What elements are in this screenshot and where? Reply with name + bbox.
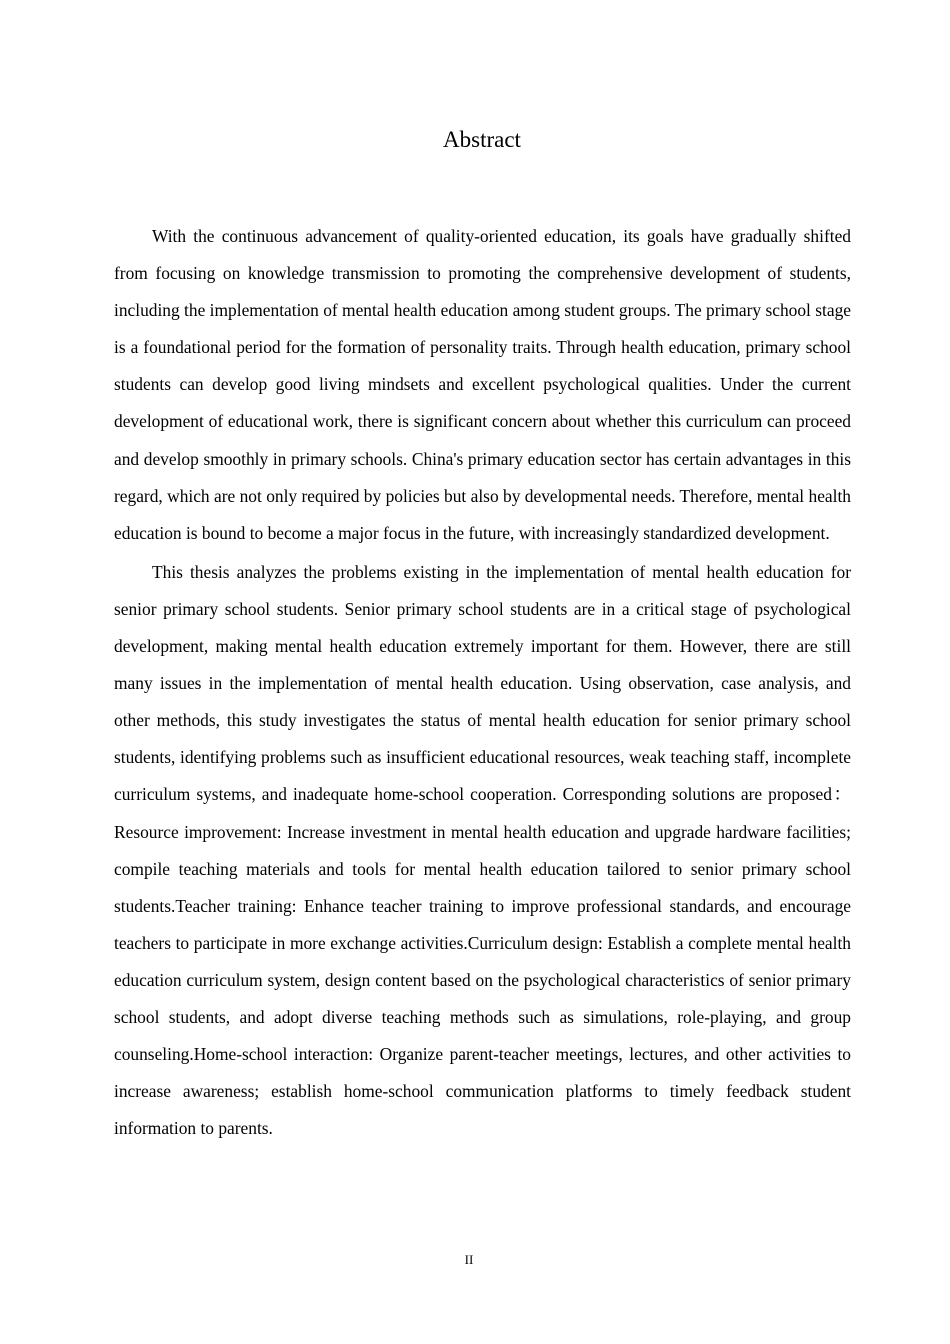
abstract-body [114,218,851,1149]
page-number: II [464,1252,474,1267]
abstract-paragraph-2: This thesis analyzes the problems existing in the implementation of mental health education for senior primary school students. Senior primary school students are in a critical stage of psychological development, making mental health education extremely important for them. However, there are still many issues in the implementation of mental health education. Using observation, case analysis, and other methods, this study investigates the status of mental health education for senior primary school students, identifying problems such as insufficient educational resources, weak teaching staff, incomplete curriculum systems, and inadequate home-school cooperation. Corresponding solutions are proposed：Resource improvement: Increase investment in mental health education and upgrade hardware facilities; compile teaching materials and tools for mental health education tailored to senior primary school students.Teacher training: Enhance teacher training to improve professional standards, and encourage teachers to participate in more exchange activities.Curriculum design: Establish a complete mental health education curriculum system, design content based on the psychological characteristics of senior primary school students, and adopt diverse teaching methods such as simulations, role-playing, and group counseling.Home-school interaction: Organize parent-teacher meetings, lectures, and other activities to increase awareness; establish home-school communication platforms to timely feedback student information to parents. [114,561,851,1139]
abstract-title: Abstract [443,127,521,152]
abstract-paragraph-1: With the continuous advancement of quality-oriented education, its goals have gradually shifted from focusing on knowledge transmission to promoting the comprehensive development of students, including the implementation of mental health education among student groups. The primary school stage is a foundational period for the formation of personality traits. Through health education, primary school students can develop good living mindsets and excellent psychological qualities. Under the current development of educational work, there is significant concern about whether this curriculum can proceed and develop smoothly in primary schools. China's primary education sector has certain advantages in this regard, which are not only required by policies but also by developmental needs. Therefore, mental health education is bound to become a major focus in the future, with increasingly standardized development. [114,226,851,543]
